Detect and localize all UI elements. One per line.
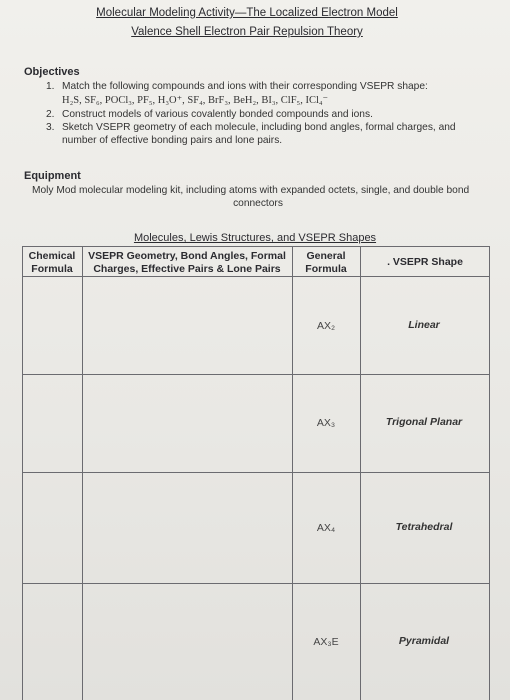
objectives-list [42,80,482,147]
table-row-general-formula: AX₃E [313,636,339,648]
compound-list: H₂S, SF₆, POCl₃, PF₅, H₃O⁺, SF₄, BrF₃, BeH₂, BI₃, ClF₅, ICl₄⁻ [62,95,329,106]
header-vsepr-shape: . VSEPR Shape [387,256,463,268]
table-row-shape: Trigonal Planar [385,416,463,428]
table-row-general-formula: AX₂ [316,320,336,332]
table-row-general-formula: AX₃ [316,417,336,429]
objective-item: 1. Match the following compounds and ions with their corresponding VSEPR shape: [46,81,428,92]
table-row-general-formula: AX₄ [316,522,336,534]
page-subtitle: Valence Shell Electron Pair Repulsion Theory [131,26,363,38]
header-vsepr-geometry: VSEPR Geometry, Bond Angles, Formal Charges, Effective Pairs & Lone Pairs [88,250,286,275]
objective-item: 2. Construct models of various covalently bonded compounds and ions. [46,109,373,120]
header-general-formula: General Formula [305,250,347,275]
header-chemical-formula: Chemical Formula [28,250,76,275]
objectives-heading: Objectives [24,66,80,78]
table-row-shape: Tetrahedral [395,521,453,533]
table-title: Molecules, Lewis Structures, and VSEPR Shapes [133,232,377,244]
page-title: Molecular Modeling Activity—The Localized Electron Model [96,7,398,19]
objective-item: 3. Sketch VSEPR geometry of each molecule, including bond angles, formal charges, and number of effective bonding pairs and lone pairs. [46,122,456,146]
equipment-heading: Equipment [24,170,81,182]
equipment-text: Moly Mod molecular modeling kit, including atoms with expanded octets, single, and double bond connectors [32,185,470,209]
table-row-shape: Linear [408,319,440,331]
table-row-shape: Pyramidal [398,635,450,647]
